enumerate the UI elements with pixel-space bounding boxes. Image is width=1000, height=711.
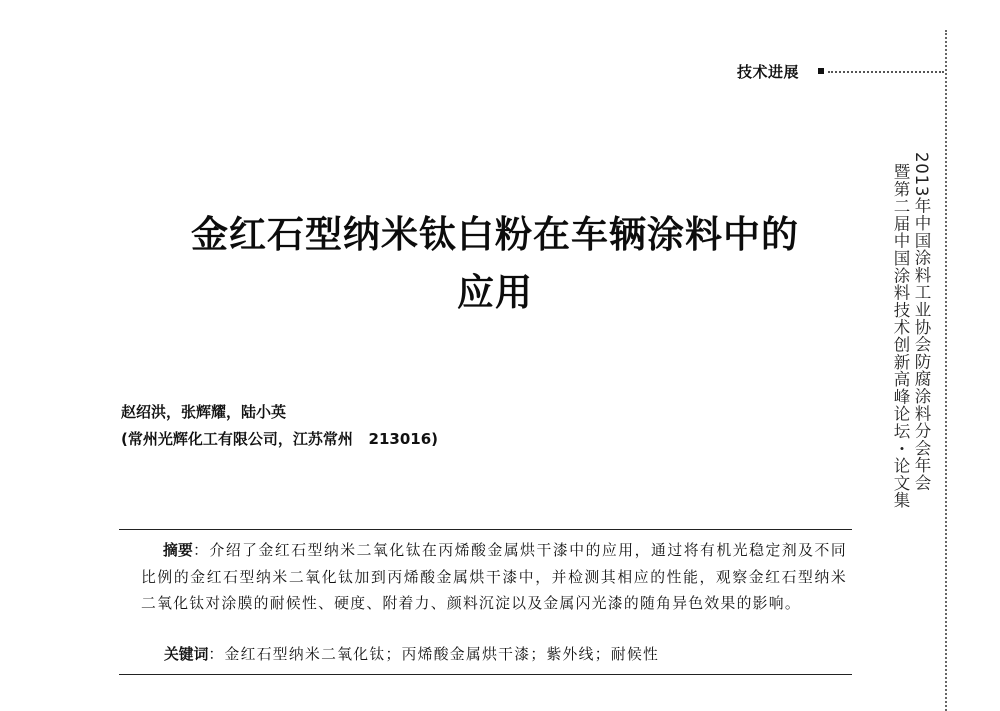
keywords-separator: ：: [208, 646, 225, 663]
header-dotted-leader: [828, 71, 944, 73]
article-title-line-2: 应用: [457, 270, 533, 314]
abstract-top-rule: [119, 529, 852, 530]
abstract-separator: ：: [193, 542, 210, 559]
page-edge-dotted-line: [945, 30, 947, 711]
abstract-label: 摘要: [163, 542, 194, 559]
article-title-line-1: 金红石型纳米钛白粉在车辆涂料中的: [191, 212, 799, 256]
keywords: [164, 643, 659, 664]
abstract-text: 介绍了金红石型纳米二氧化钛在丙烯酸金属烘干漆中的应用，通过将有机光稳定剂及不同比例的金红石型纳米二氧化钛加到丙烯酸金属烘干漆中，并检测其相应的性能，观察金红石型纳米二氧化钛对涂膜的耐候性、硬度、附着力、颜料沉淀以及金属闪光漆的随角异色效果的影响。: [141, 542, 847, 612]
keywords-text: 金红石型纳米二氧化钛；丙烯酸金属烘干漆；紫外线；耐候性: [224, 646, 660, 663]
header-square-marker: [818, 68, 824, 74]
article-title: [110, 205, 880, 321]
section-tag: 技术进展: [737, 63, 800, 81]
authors: 赵绍洪，张辉耀，陆小英: [121, 403, 287, 421]
side-title-line-1: 2013年中国涂料工业协会防腐涂料分会年会: [912, 152, 931, 492]
affiliation: (常州光辉化工有限公司，江苏常州 213016): [121, 430, 439, 448]
side-title-line-2: 暨第二届中国涂料技术创新高峰论坛・论文集: [891, 163, 910, 509]
keywords-label: 关键词: [164, 646, 209, 663]
abstract: [141, 538, 847, 618]
abstract-bottom-rule: [119, 674, 852, 675]
